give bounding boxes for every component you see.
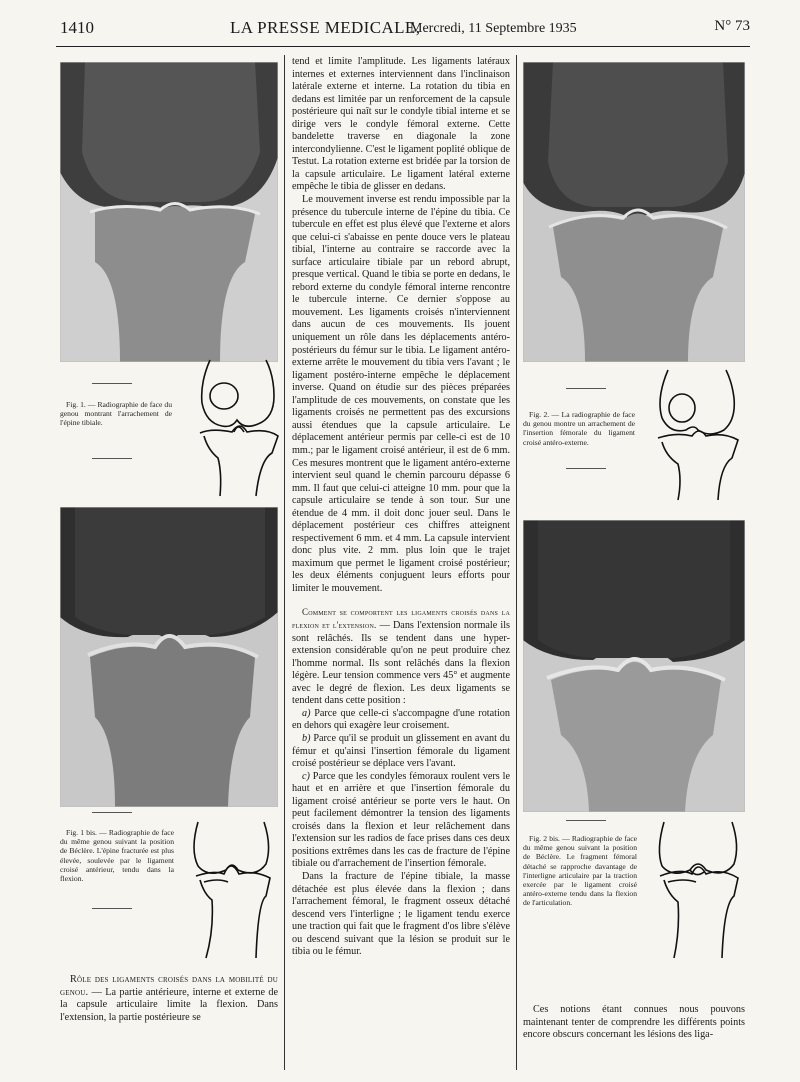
figure-2bis-diagram: [650, 820, 746, 960]
figure-2bis-caption: [523, 834, 637, 908]
center-paragraph-4: Dans la fracture de l'épine tibiale, la masse détachée est plus élevée dans la flexion ; dans l'arrachement fémoral, le fragment osseux détaché descend vers l'interligne ; le ligament tendu exerce une traction qui fait que le fragment d'os libre s'élève ou descend suivant que la lésion se produit sur le tibia ou le fémur.: [292, 871, 510, 958]
page-number: 1410: [60, 18, 94, 37]
caption-rule: [92, 812, 132, 813]
column-rule-right: [516, 55, 517, 1070]
journal-title: LA PRESSE MEDICALE,: [230, 18, 421, 37]
caption-rule: [92, 908, 132, 909]
figure-1-caption: [60, 400, 172, 428]
left-column-text: [60, 974, 278, 1024]
figure-2bis-caption-text: Fig. 2 bis. — Radiographie de face du même genou suivant la position de Béclère. Le fragment fémoral détaché se rapproche davantage de l'interligne articulaire par la traction exercée par le ligament croisé antéro-externe tendu dans la flexion de l'articulation.: [523, 834, 637, 908]
figure-1bis-radiograph: [60, 507, 278, 807]
figure-2-caption-text: Fig. 2. — La radiographie de face du genou montre un arrachement de l'insertion fémorale du ligament croisé antéro-externe.: [523, 410, 635, 447]
figure-2-radiograph: [523, 62, 745, 362]
section-heading-role: Rôle des ligaments croisés dans la mobilité du genou.: [60, 974, 278, 998]
right-column-text: [523, 1004, 745, 1042]
list-label-c: c): [302, 770, 310, 782]
list-item-c: Parce que les condyles fémoraux roulent vers le haut et en arrière et que l'insertion fémorale du ligament croisé antérieur se porte vers le haut. On peut facilement démontrer la tension des ligaments croisés dans la flexion et leur relâchement dans l'extension sur les radios de face prises dans ces deux positions extrêmes dans les cas de fracture de l'épine tibiale ou d'arrachement de l'insertion fémorale.: [292, 770, 510, 870]
caption-rule: [92, 383, 132, 384]
caption-rule: [566, 388, 606, 389]
caption-rule: [566, 820, 606, 821]
section-heading-flexion: Comment se comportent les ligaments croisés dans la flexion et l'extension.: [292, 606, 510, 631]
figure-1-radiograph: [60, 62, 278, 362]
caption-rule: [92, 458, 132, 459]
issue-date: Mercredi, 11 Septembre 1935: [410, 21, 577, 36]
header-rule: [56, 46, 750, 47]
list-label-a: a): [302, 707, 311, 719]
caption-rule: [566, 468, 606, 469]
figure-1-caption-text: Fig. 1. — Radiographie de face du genou montrant l'arrachement de l'épine tibiale.: [60, 400, 172, 428]
center-paragraph-1: tend et limite l'amplitude. Les ligaments latéraux internes et externes interviennent dans l'inclinaison latérale externe et interne. La rotation du tibia en dedans est limitée par un renforcement de la capsule postérieure qui naît sur le condyle tibial interne et se dirige vers le condyle fémoral externe. Cette bandelette traverse en diagonale la zone intercondylienne. C'est le ligament poplité oblique de Testut. La rotation externe est bridée par la torsion de la capsule articulaire. Le ligament latéral externe empêche le tibia de glisser en dedans.: [292, 56, 510, 193]
figure-1bis-caption-text: Fig. 1 bis. — Radiographie de face du même genou suivant la position de Béclère. L'épine fracturée est plus élevée, soulevée par le ligament croisé antérieur, tendu dans la flexion.: [60, 828, 174, 884]
page-header: [60, 18, 750, 42]
right-column-paragraph: Ces notions étant connues nous pouvons maintenant tenter de comprendre les différents points encore obscurs concernant les lésions des liga-: [523, 1004, 745, 1041]
center-paragraph-2: Le mouvement inverse est rendu impossible par la présence du tubercule interne de l'épine du tibia. Ce tubercule en effet est plus élevé que l'externe et alors que celui-ci s'abaisse en pente douce vers le plateau tibial, l'interne au contraire se raccorde avec la surface articulaire tibiale par un rebord abrupt, presque vertical. Quand le tibia se porte en dedans, le rebord externe du condyle fémoral interne rencontre le tubercule interne. Ce dernier s'oppose au mouvement. Les ligaments croisés n'interviennent dans aucun de ces mouvements. Ils jouent uniquement un rôle dans les déplacements antéro-postérieurs du fémur sur le tibia. Le ligament antéro-externe arrête le mouvement du tibia vers l'avant ; le ligament postéro-interne empêche le déplacement inverse. Quand on étudie sur des pièces préparées l'amplitude de ces mouvements, on constate que les ligaments croisés ne permettent pas des excursions aussi étendues que la capsule articulaire. Le déplacement antérieur permis par celle-ci est de 10 mm.; par le ligament croisé antérieur, il est de 6 mm. Ces mesures montrent que le ligament antéro-externe intervient seul quand le chemin parcouru dépasse 6 mm. Il faut que celui-ci atteigne 10 mm. pour que la capsule articulaire se tende à son tour. Sur une étendue de 4 mm. il doit donc jouer seul. Dans le déplacement postérieur ces chiffres atteignent respectivement 6 mm. et 4 mm. La capsule intervient donc plus vite. 2 mm. plus loin que le trajet maximum que permet le ligament croisé postérieur; les deux éléments conjuguent leurs efforts pour limiter le mouvement.: [292, 194, 510, 594]
figure-2-caption: [523, 410, 635, 447]
issue-number: N° 73: [714, 18, 750, 34]
figure-2-diagram: [650, 368, 744, 502]
figure-2bis-radiograph: [523, 520, 745, 812]
center-paragraph-3: — Dans l'extension normale ils sont relâchés. Ils se tendent dans une hyper-extension considérable qu'on ne peut produire chez l'homme normal. Ils sont relâchés dans la flexion légère. Leur tension commence vers 45° et augmente avec le degré de flexion. Les deux ligaments se tendent dans cette position :: [292, 620, 511, 707]
list-item-a: Parce que celle-ci s'accompagne d'une rotation en dehors qui exagère leur croisement.: [292, 707, 510, 732]
column-rule-left: [284, 55, 285, 1070]
list-item-b: Parce qu'il se produit un glissement en avant du fémur et qu'ainsi l'insertion fémorale du ligament croisé postérieur se déplace vers l'avant.: [292, 732, 510, 770]
list-label-b: b): [302, 732, 311, 744]
figure-1bis-caption: [60, 828, 174, 883]
figure-1bis-diagram: [184, 820, 276, 960]
left-column-paragraph: — La partie antérieure, interne et externe de la capsule articulaire limite la flexion. Dans l'extension, la partie postérieure se: [60, 986, 278, 1023]
figure-1-diagram: [192, 358, 282, 498]
center-column-text: [292, 56, 510, 959]
